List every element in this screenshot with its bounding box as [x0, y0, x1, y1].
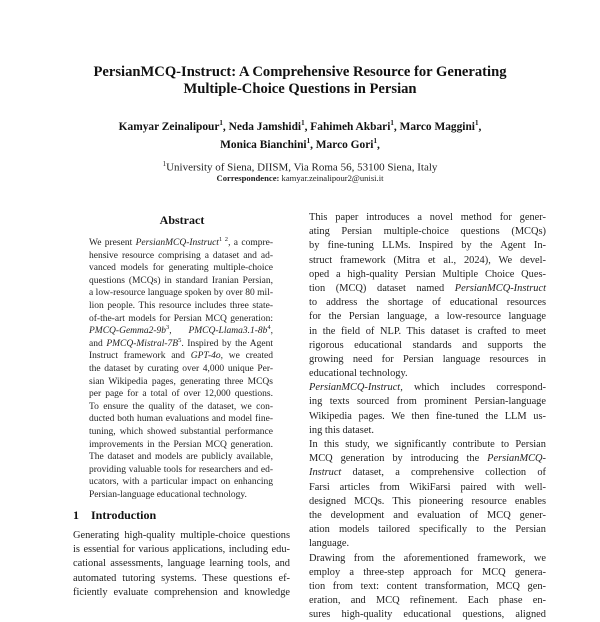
abstract-line: ducted both human evaluations and model fine- — [89, 414, 273, 425]
introduction-line: automated tutoring systems. These questions ef- — [73, 572, 290, 584]
abstract-line: hensive resource comprising a dataset and ad- — [89, 250, 273, 261]
abstract-line: and PMCQ-$Mistral-7B^5$. Inspired by the Agent — [89, 336, 273, 349]
abstract-body — [89, 237, 273, 501]
abstract-line: The dataset and models are publicly available, — [89, 452, 273, 463]
body-text-line: by fine-tuning LLMs. Inspired by the Agent In- — [309, 240, 546, 252]
abstract-line: the dataset by curating over 4,000 unique Per- — [89, 363, 273, 374]
authors-line-1: Kamyar Zeinalipour$^1$, Neda Jamshidi$^1$, Fahimeh Akbari$^1$, Marco Maggini$^1$, — [118, 119, 482, 133]
author-affiliation-marker: 1 — [301, 119, 305, 127]
abstract-line: providing valuable tools for researchers and ed- — [89, 464, 273, 475]
body-text-line: PersianMCQ-Instruct, which includes correspond- — [309, 382, 546, 394]
abstract-line: improvements in the Persian MCQ generation. — [89, 439, 273, 450]
body-text-line: the development and evaluation of MCQ gener- — [309, 509, 546, 521]
correspondence-email[interactable]: kamyar.zeinalipour2@unisi.it — [281, 173, 384, 183]
section-heading-introduction — [73, 508, 156, 522]
body-text-line: tion (MCQ) dataset named PersianMCQ-Instruct — [309, 282, 546, 294]
abstract-line: tuning, which showed substantial performance — [89, 426, 273, 437]
abstract-line: Instruct framework and GPT-4o, we created — [89, 351, 273, 362]
correspondence — [0, 173, 600, 184]
author-name: Fahimeh Akbari — [310, 120, 391, 133]
abstract-line: ucators, with a particular impact on enhancing — [89, 477, 273, 488]
body-text-line: MCQ generation by introducing the PersianMCQ- — [309, 453, 546, 465]
abstract-line: sian Wikipedia pages, generating three MCQs — [89, 376, 273, 387]
body-text-line: ating Persian multiple-choice questions (MCQs) — [309, 226, 546, 238]
authors-line-2: Monica Bianchini$^1$, Marco Gori$^1$, — [220, 137, 380, 152]
abstract-line: of-the-art models for Persian MCQ generation: — [89, 313, 273, 324]
introduction-line: Generating high-quality multiple-choice questions — [73, 530, 290, 541]
body-text-line: eration, and MCQ refinement. Each phase en- — [309, 595, 546, 607]
author-name: Kamyar Zeinalipour — [118, 120, 220, 133]
body-text-line: growing need for Persian language resources in — [309, 353, 546, 365]
body-text-line: ation models tailored specifically to the Persian — [309, 524, 546, 536]
abstract-line: PMCQ-$Gemma2-9b^3$, PMCQ-$Llama3.1-8b^4$, — [89, 324, 273, 337]
body-text-line: designed MCQs. This pioneering resource enables — [309, 495, 546, 507]
body-text-line: sures high-quality educational questions, aligned — [309, 609, 546, 621]
author-name: Neda Jamshidi — [228, 120, 302, 133]
body-text-line: for the Persian language, a low-resource language — [309, 311, 546, 323]
body-text-line: In this study, we significantly contribute to Persian — [309, 439, 546, 450]
abstract-line: To ensure the quality of the dataset, we con- — [89, 401, 273, 412]
introduction-line: ficiently evaluate comprehension and knowledge — [73, 586, 290, 598]
body-text-line: Drawing from the aforementioned framework, we — [309, 552, 546, 564]
body-text-line: Wikipedia pages. We then fine-tuned the LLM us- — [309, 410, 546, 422]
body-text-line: in the field of NLP. This dataset is crafted to meet — [309, 325, 546, 337]
introduction-body — [73, 529, 290, 600]
body-text-line: tion from text: content transformation, MCQ gen- — [309, 580, 546, 592]
author-list — [0, 116, 600, 153]
author-name: Marco Gori — [315, 139, 374, 152]
paper-title — [0, 64, 600, 98]
correspondence-label: Correspondence: — [216, 173, 280, 183]
body-text-line: employ a three-step approach for MCQ genera- — [309, 566, 546, 578]
abstract-line: questions (MCQs) in standard Iranian Persian, — [89, 275, 273, 286]
body-text-line: ing texts sourced from prominent Persian-language — [309, 396, 546, 408]
title-line-2: Multiple-Choice Questions in Persian — [183, 81, 417, 97]
section-number: 1 — [73, 508, 79, 522]
author-affiliation-marker: 1 — [219, 119, 223, 127]
body-text-line: Instruct dataset, a comprehensive collection of — [309, 467, 546, 479]
body-text-line: rigorous educational standards and supports the — [309, 339, 546, 351]
right-column-body — [309, 211, 546, 622]
abstract-line: vanced models for generating multiple-choice — [89, 263, 273, 274]
body-text-line: oped a high-quality Persian Multiple Choice Ques- — [309, 268, 546, 280]
body-text-line: struct framework (Mitra et al., 2024), We devel- — [309, 254, 546, 266]
author-affiliation-marker: 1 — [390, 119, 394, 127]
abstract-heading: Abstract — [159, 213, 205, 227]
abstract-line: We present PersianMCQ-Instruct$^{1 2}$, a compre- — [89, 235, 274, 248]
affiliation-marker: 1 — [162, 160, 167, 168]
body-text-line: to address the shortage of educational resources — [309, 297, 546, 309]
author-affiliation-marker: 1 — [474, 119, 479, 127]
author-name: Marco Maggini — [399, 120, 475, 133]
abstract-line: a low-resource language spoken by over 80 mil- — [89, 288, 273, 299]
affiliation-text: University of Siena, DIISM, Via Roma 56, 53100 Siena, Italy — [166, 161, 438, 174]
author-name: Monica Bianchini — [220, 139, 307, 152]
body-text-line: Farsi articles from WikiFarsi paired with well- — [309, 481, 546, 493]
introduction-line: is essential for various applications, including edu- — [73, 544, 290, 556]
introduction-line: cational assessments, language learning tools, and — [73, 558, 290, 570]
body-text-line: This paper introduces a novel method for gener- — [309, 212, 546, 223]
section-title: Introduction — [91, 508, 157, 522]
body-text-line: language. — [309, 538, 350, 550]
body-text-line: ing this dataset. — [309, 424, 374, 436]
abstract-line: Persian-language educational technology. — [89, 489, 247, 500]
abstract-line: lion people. This resource includes three state- — [89, 300, 273, 311]
author-affiliation-marker: 1 — [373, 137, 377, 146]
title-line-1: PersianMCQ-Instruct: A Comprehensive Resource for Generating — [93, 64, 507, 80]
body-text-line: educational technology. — [309, 368, 408, 380]
abstract-line: per page for a total of over 12,000 questions. — [89, 389, 273, 400]
author-affiliation-marker: 1 — [306, 137, 311, 146]
